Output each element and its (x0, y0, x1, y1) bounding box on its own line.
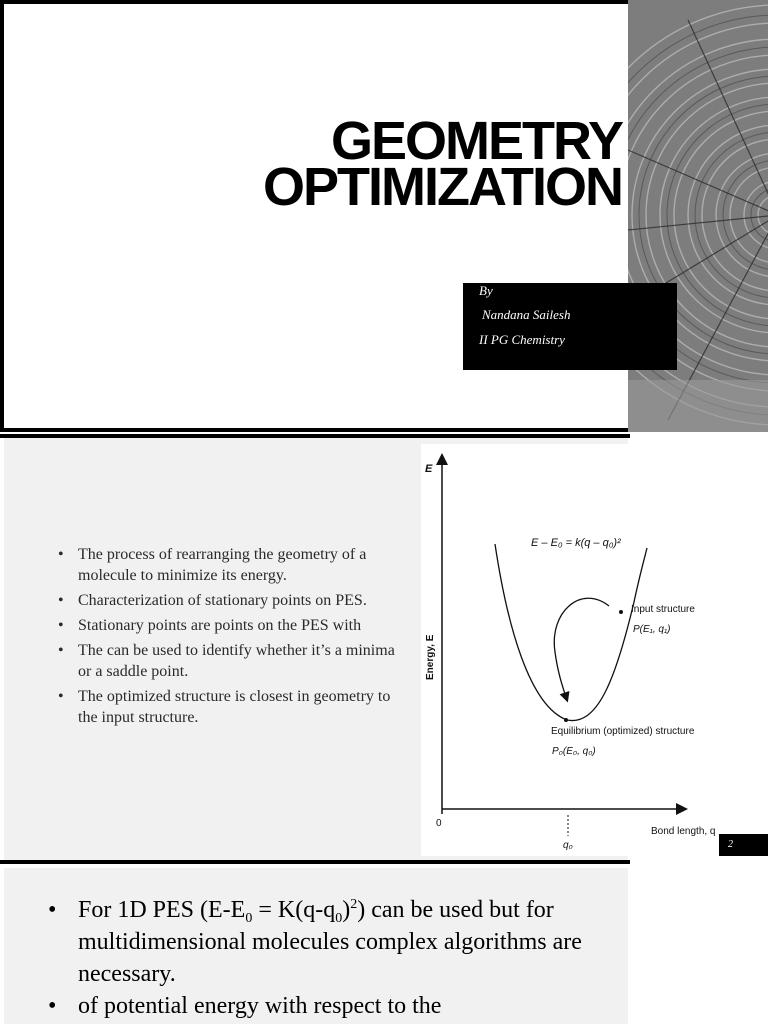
y-axis-letter: E (425, 463, 433, 475)
slide-1-left-border (0, 0, 4, 428)
slide-2-bullet-list (58, 544, 398, 732)
input-point-marker (619, 610, 623, 614)
slide-title (263, 111, 622, 217)
list-item: • Stationary points are points on the PES with (58, 615, 398, 636)
author-by: By (479, 283, 493, 298)
optimization-arrow (554, 598, 609, 700)
bullet-text-part: ) (342, 897, 351, 923)
y-axis-label: Energy, E (425, 634, 436, 680)
equilibrium-point-label: P₀(E₀, q₀) (552, 746, 596, 757)
origin-label: 0 (436, 818, 442, 829)
slide-2 (0, 436, 768, 860)
superscript: 2 (350, 897, 358, 912)
input-point-label: P(E₁, q₁) (633, 624, 671, 635)
list-item: • The process of rearranging the geometry of a molecule to minimize its energy. (58, 544, 398, 586)
energy-curve (495, 544, 647, 721)
slide-1 (0, 0, 768, 432)
list-item: • of potential energy with respect to the (48, 990, 588, 1022)
page-number: 2 (719, 834, 768, 856)
slide-3-bullet-list (48, 894, 588, 1022)
subscript: 0 (335, 911, 343, 926)
list-item (48, 894, 588, 990)
slide-3-top-border (0, 860, 630, 864)
slide-2-top-border (0, 434, 630, 438)
bullet-text-part: ) can be used but for multidimensional molecules complex algorithms are necessary. (78, 897, 582, 987)
slide-1-top-border (0, 0, 630, 4)
slide-1-bottom-border (0, 428, 630, 432)
title-line-1: GEOMETRY (330, 111, 622, 171)
author-name: Nandana Sailesh (482, 307, 571, 322)
input-structure-label: Input structure (631, 604, 695, 615)
list-item: • Characterization of stationary points on PES. (58, 590, 398, 611)
equilibrium-structure-label: Equilibrium (optimized) structure (551, 726, 695, 737)
pes-graph (421, 444, 717, 856)
author-course: II PG Chemistry (479, 332, 565, 347)
q0-label: q₀ (563, 840, 573, 851)
equilibrium-point-marker (564, 718, 568, 722)
bullet-text-part: = K(q-q (252, 897, 336, 923)
bullet-text-part: For 1D PES (E-E (78, 897, 246, 923)
author-box (463, 283, 677, 370)
subscript: 0 (245, 911, 253, 926)
equation-label: E – E₀ = k(q – q₀)² (531, 537, 621, 549)
list-item: • The optimized structure is closest in geometry to the input structure. (58, 686, 398, 728)
pes-graph-svg (421, 444, 717, 856)
list-item: • The can be used to identify whether it’s a minima or a saddle point. (58, 640, 398, 682)
x-axis-label: Bond length, q (651, 826, 716, 837)
title-line-2: OPTIMIZATION (263, 157, 622, 217)
